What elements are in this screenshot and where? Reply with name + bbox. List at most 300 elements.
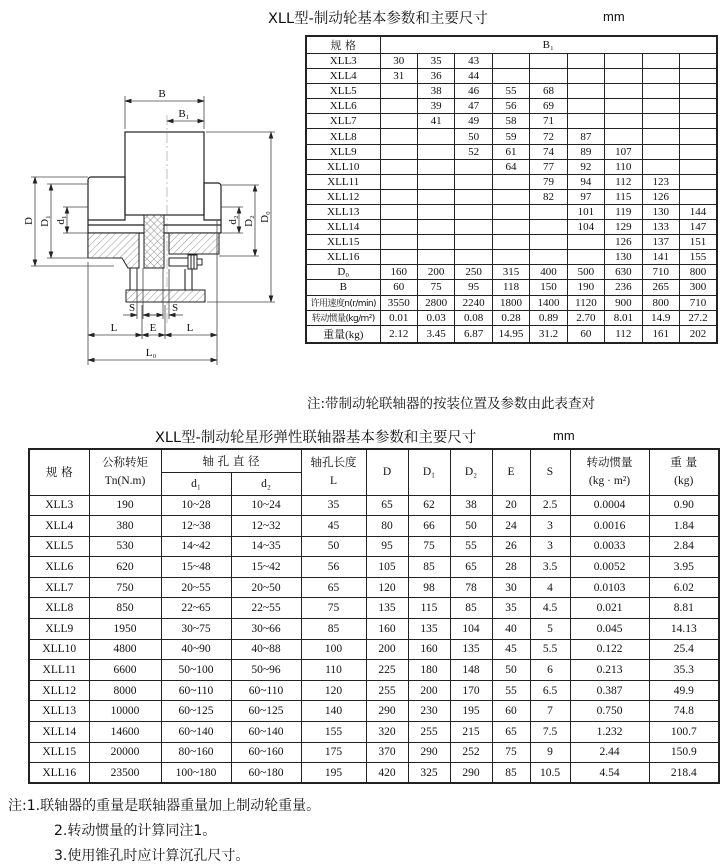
table-row xyxy=(29,701,719,722)
value-cell: 25.4 xyxy=(649,639,719,660)
value-cell: 20~50 xyxy=(231,577,301,598)
header-inertia xyxy=(570,449,649,495)
table-row xyxy=(306,295,717,310)
b1-value-cell: 130 xyxy=(605,250,642,265)
b1-value-cell xyxy=(530,220,567,235)
b1-value-cell: 38 xyxy=(417,84,454,99)
param-label-cell: B xyxy=(306,280,380,295)
table-row xyxy=(306,159,717,174)
b1-value-cell: 112 xyxy=(605,174,642,189)
table-row xyxy=(29,536,719,557)
table-row xyxy=(306,265,717,280)
param-value-cell: 2.70 xyxy=(567,310,604,325)
b1-value-cell xyxy=(380,174,417,189)
value-cell: 0.213 xyxy=(570,660,649,681)
header-d2: d₂ xyxy=(231,472,301,495)
param-value-cell: 1800 xyxy=(492,295,529,310)
table-row xyxy=(29,495,719,516)
b1-value-cell xyxy=(455,189,492,204)
value-cell: 120 xyxy=(301,680,366,701)
b1-value-cell xyxy=(642,114,679,129)
b1-value-cell: 41 xyxy=(417,114,454,129)
spec-cell: XLL14 xyxy=(29,722,89,743)
value-cell: 55 xyxy=(492,680,530,701)
value-cell: 255 xyxy=(408,722,450,743)
b1-value-cell xyxy=(680,159,718,174)
value-cell: 0.387 xyxy=(570,680,649,701)
b1-value-cell xyxy=(680,174,718,189)
spec-cell: XLL7 xyxy=(29,577,89,598)
b1-value-cell xyxy=(417,235,454,250)
b1-value-cell xyxy=(380,129,417,144)
header-torque-symbol: Tn(N.m) xyxy=(104,475,146,488)
value-cell: 148 xyxy=(450,660,492,681)
param-value-cell: 800 xyxy=(680,265,718,280)
b1-value-cell xyxy=(642,54,679,69)
b1-value-cell xyxy=(680,114,718,129)
b1-value-cell: 61 xyxy=(492,144,529,159)
table-row xyxy=(29,639,719,660)
spec-cell: XLL5 xyxy=(29,536,89,557)
b1-value-cell xyxy=(567,99,604,114)
b1-value-cell xyxy=(380,189,417,204)
value-cell: 0.0004 xyxy=(570,495,649,516)
table-row xyxy=(29,557,719,578)
value-cell: 0.0033 xyxy=(570,536,649,557)
b1-value-cell xyxy=(380,204,417,219)
b1-value-cell xyxy=(417,174,454,189)
b1-value-cell: 59 xyxy=(492,129,529,144)
header-inertia-zh: 转动惯量 xyxy=(586,455,633,470)
param-value-cell: 0.89 xyxy=(530,310,567,325)
spec-cell: XLL5 xyxy=(306,84,380,99)
b1-value-cell xyxy=(492,189,529,204)
value-cell: 750 xyxy=(89,577,161,598)
header-bore-length xyxy=(301,449,366,495)
param-value-cell: 6.87 xyxy=(455,325,492,343)
b1-value-cell xyxy=(642,159,679,174)
b1-value-cell xyxy=(455,250,492,265)
value-cell: 49.9 xyxy=(649,680,719,701)
b1-value-cell: 30 xyxy=(380,54,417,69)
value-cell: 175 xyxy=(301,742,366,763)
table-row xyxy=(29,722,719,743)
value-cell: 255 xyxy=(366,680,408,701)
table-row xyxy=(306,220,717,235)
value-cell: 0.122 xyxy=(570,639,649,660)
b1-value-cell: 47 xyxy=(455,99,492,114)
b1-value-cell xyxy=(530,235,567,250)
value-cell: 155 xyxy=(301,722,366,743)
value-cell: 2.5 xyxy=(530,495,570,516)
param-value-cell: 190 xyxy=(567,280,604,295)
spec-cell: XLL14 xyxy=(306,220,380,235)
param-value-cell: 0.28 xyxy=(492,310,529,325)
param-value-cell: 14.9 xyxy=(642,310,679,325)
value-cell: 60~110 xyxy=(161,680,231,701)
value-cell: 290 xyxy=(450,763,492,784)
spec-cell: XLL6 xyxy=(29,557,89,578)
value-cell: 7 xyxy=(530,701,570,722)
b1-value-cell xyxy=(380,220,417,235)
value-cell: 200 xyxy=(366,639,408,660)
b1-value-cell xyxy=(455,159,492,174)
header-D: D xyxy=(366,449,408,495)
value-cell: 4800 xyxy=(89,639,161,660)
value-cell: 30~66 xyxy=(231,619,301,640)
param-value-cell: 8.01 xyxy=(605,310,642,325)
b1-value-cell xyxy=(380,84,417,99)
header-bore-diameter: 轴 孔 直 径 xyxy=(161,449,301,472)
value-cell: 115 xyxy=(408,598,450,619)
value-cell: 56 xyxy=(301,557,366,578)
param-value-cell: 150 xyxy=(530,280,567,295)
header-weight-zh: 重 量 xyxy=(670,455,698,470)
value-cell: 10000 xyxy=(89,701,161,722)
header-D1: D₁ xyxy=(408,449,450,495)
value-cell: 15~42 xyxy=(231,557,301,578)
table-row xyxy=(29,660,719,681)
b1-value-cell: 107 xyxy=(605,144,642,159)
param-value-cell: 1120 xyxy=(567,295,604,310)
value-cell: 22~55 xyxy=(231,598,301,619)
spec-cell: XLL12 xyxy=(29,680,89,701)
param-value-cell: 710 xyxy=(642,265,679,280)
value-cell: 85 xyxy=(450,598,492,619)
header-inertia-unit: (kg · m²) xyxy=(588,475,631,488)
value-cell: 65 xyxy=(450,557,492,578)
b1-value-cell: 68 xyxy=(530,84,567,99)
value-cell: 95 xyxy=(366,536,408,557)
b1-value-cell: 50 xyxy=(455,129,492,144)
b1-value-cell xyxy=(680,84,718,99)
b1-value-cell: 89 xyxy=(567,144,604,159)
b1-value-cell: 49 xyxy=(455,114,492,129)
b1-value-cell xyxy=(567,84,604,99)
table-row xyxy=(29,619,719,640)
spec-cell: XLL10 xyxy=(306,159,380,174)
param-value-cell: 315 xyxy=(492,265,529,280)
value-cell: 85 xyxy=(408,557,450,578)
bolt xyxy=(169,255,202,269)
b1-value-cell xyxy=(417,220,454,235)
value-cell: 420 xyxy=(366,763,408,784)
value-cell: 62 xyxy=(408,495,450,516)
param-label-cell: 重量(kg) xyxy=(306,325,380,343)
coupling-table xyxy=(28,448,720,784)
b1-value-cell: 123 xyxy=(642,174,679,189)
dim-label-B1: B₁ xyxy=(178,108,190,120)
header-D2: D₂ xyxy=(450,449,492,495)
spec-cell: XLL8 xyxy=(306,129,380,144)
value-cell: 38 xyxy=(450,495,492,516)
header-bore-length-symbol: L xyxy=(329,475,338,488)
b1-value-cell: 110 xyxy=(605,159,642,174)
spec-cell: XLL9 xyxy=(29,619,89,640)
value-cell: 290 xyxy=(408,742,450,763)
value-cell: 12~38 xyxy=(161,516,231,537)
b1-value-cell: 43 xyxy=(455,54,492,69)
table-row xyxy=(306,144,717,159)
spec-cell: XLL9 xyxy=(306,144,380,159)
value-cell: 190 xyxy=(89,495,161,516)
value-cell: 20000 xyxy=(89,742,161,763)
value-cell: 6.5 xyxy=(530,680,570,701)
value-cell: 80~160 xyxy=(161,742,231,763)
b1-value-cell xyxy=(605,129,642,144)
table-row xyxy=(306,129,717,144)
value-cell: 55 xyxy=(450,536,492,557)
b1-value-cell xyxy=(567,69,604,84)
spec-cell: XLL11 xyxy=(29,660,89,681)
param-value-cell: 1400 xyxy=(530,295,567,310)
param-value-cell: 265 xyxy=(642,280,679,295)
b1-value-cell xyxy=(530,250,567,265)
value-cell: 65 xyxy=(301,577,366,598)
b1-value-cell xyxy=(492,220,529,235)
value-cell: 60~140 xyxy=(231,722,301,743)
spec-column-header: 规 格 xyxy=(306,36,380,54)
value-cell: 30~75 xyxy=(161,619,231,640)
param-value-cell: 0.08 xyxy=(455,310,492,325)
value-cell: 100 xyxy=(301,639,366,660)
value-cell: 110 xyxy=(301,660,366,681)
b1-value-cell: 79 xyxy=(530,174,567,189)
spec-cell: XLL16 xyxy=(306,250,380,265)
param-value-cell: 27.2 xyxy=(680,310,718,325)
value-cell: 60~160 xyxy=(231,742,301,763)
b1-value-cell xyxy=(567,54,604,69)
param-value-cell: 300 xyxy=(680,280,718,295)
value-cell: 8.81 xyxy=(649,598,719,619)
b1-value-cell: 82 xyxy=(530,189,567,204)
dim-label-D1: D₁ xyxy=(39,215,51,227)
table1-note: 注:带制动轮联轴器的按装位置及参数由此表查对 xyxy=(307,396,596,412)
value-cell: 10~28 xyxy=(161,495,231,516)
value-cell: 0.0103 xyxy=(570,577,649,598)
b1-value-cell xyxy=(605,69,642,84)
value-cell: 850 xyxy=(89,598,161,619)
dim-label-S-right: S xyxy=(171,302,179,314)
b1-value-cell xyxy=(680,144,718,159)
value-cell: 12~32 xyxy=(231,516,301,537)
b1-value-cell: 64 xyxy=(492,159,529,174)
value-cell: 60~180 xyxy=(231,763,301,784)
footnotes xyxy=(8,794,320,867)
value-cell: 200 xyxy=(408,680,450,701)
value-cell: 1950 xyxy=(89,619,161,640)
param-value-cell: 60 xyxy=(380,280,417,295)
dim-label-D: D xyxy=(23,217,35,225)
b1-value-cell: 69 xyxy=(530,99,567,114)
b1-value-cell xyxy=(417,250,454,265)
value-cell: 160 xyxy=(408,639,450,660)
header-weight-unit: (kg) xyxy=(674,475,694,488)
value-cell: 50 xyxy=(450,516,492,537)
b1-value-cell xyxy=(642,144,679,159)
b1-value-cell: 129 xyxy=(605,220,642,235)
value-cell: 3 xyxy=(530,536,570,557)
table-row xyxy=(29,516,719,537)
footnote-2: 2.转动惯量的计算同注1。 xyxy=(54,823,217,839)
b1-value-cell xyxy=(567,235,604,250)
b1-value-cell xyxy=(380,159,417,174)
b1-value-cell xyxy=(567,114,604,129)
table-row xyxy=(306,174,717,189)
b1-value-cell xyxy=(680,129,718,144)
b1-value-cell xyxy=(642,99,679,114)
value-cell: 620 xyxy=(89,557,161,578)
header-torque xyxy=(89,449,161,495)
table-row xyxy=(306,54,717,69)
value-cell: 3.5 xyxy=(530,557,570,578)
header-bore-length-zh: 轴孔长度 xyxy=(310,455,357,470)
value-cell: 135 xyxy=(366,598,408,619)
value-cell: 0.90 xyxy=(649,495,719,516)
spec-cell: XLL16 xyxy=(29,763,89,784)
b1-column-header: B₁ xyxy=(380,36,717,54)
b1-value-cell: 155 xyxy=(680,250,718,265)
b1-value-cell xyxy=(417,189,454,204)
value-cell: 14~42 xyxy=(161,536,231,557)
b1-value-cell: 97 xyxy=(567,189,604,204)
b1-value-cell xyxy=(605,84,642,99)
param-label-cell: 许用速度n(r/min) xyxy=(306,295,380,310)
param-value-cell: 2240 xyxy=(455,295,492,310)
value-cell: 35.3 xyxy=(649,660,719,681)
spec-cell: XLL6 xyxy=(306,99,380,114)
param-value-cell: 400 xyxy=(530,265,567,280)
value-cell: 380 xyxy=(89,516,161,537)
value-cell: 8000 xyxy=(89,680,161,701)
param-value-cell: 800 xyxy=(642,295,679,310)
value-cell: 50~96 xyxy=(231,660,301,681)
value-cell: 45 xyxy=(492,639,530,660)
b1-value-cell xyxy=(680,54,718,69)
param-value-cell: 0.01 xyxy=(380,310,417,325)
table-row xyxy=(29,577,719,598)
header-d1: d₁ xyxy=(161,472,231,495)
value-cell: 252 xyxy=(450,742,492,763)
value-cell: 6 xyxy=(530,660,570,681)
b1-value-cell: 46 xyxy=(455,84,492,99)
b1-value-cell: 87 xyxy=(567,129,604,144)
spec-cell: XLL12 xyxy=(306,189,380,204)
dim-label-B: B xyxy=(158,88,166,100)
value-cell: 10.5 xyxy=(530,763,570,784)
dim-label-D0: D₀ xyxy=(259,211,271,223)
spec-cell: XLL11 xyxy=(306,174,380,189)
value-cell: 160 xyxy=(366,619,408,640)
value-cell: 28 xyxy=(492,557,530,578)
value-cell: 140 xyxy=(301,701,366,722)
b1-value-cell xyxy=(492,250,529,265)
b1-value-cell: 137 xyxy=(642,235,679,250)
value-cell: 30 xyxy=(492,577,530,598)
b1-value-cell xyxy=(455,204,492,219)
dim-label-d2: d₂ xyxy=(227,215,239,225)
param-value-cell: 3.45 xyxy=(417,325,454,343)
footnote-3: 3.使用锥孔时应计算沉孔尺寸。 xyxy=(54,848,250,864)
b1-value-cell: 72 xyxy=(530,129,567,144)
value-cell: 150.9 xyxy=(649,742,719,763)
value-cell: 35 xyxy=(301,495,366,516)
value-cell: 80 xyxy=(366,516,408,537)
value-cell: 78 xyxy=(450,577,492,598)
table-row xyxy=(306,69,717,84)
value-cell: 0.750 xyxy=(570,701,649,722)
value-cell: 195 xyxy=(301,763,366,784)
value-cell: 75 xyxy=(301,598,366,619)
b1-value-cell xyxy=(680,189,718,204)
value-cell: 3.95 xyxy=(649,557,719,578)
b1-value-cell: 74 xyxy=(530,144,567,159)
b1-value-cell: 151 xyxy=(680,235,718,250)
b1-value-cell: 133 xyxy=(642,220,679,235)
value-cell: 2.84 xyxy=(649,536,719,557)
table-row xyxy=(306,250,717,265)
spec-cell: XLL15 xyxy=(306,235,380,250)
value-cell: 3 xyxy=(530,516,570,537)
param-label-cell: 转动惯量(kg/m²) xyxy=(306,310,380,325)
b1-value-cell xyxy=(642,69,679,84)
dim-label-L0: L₀ xyxy=(145,347,157,359)
value-cell: 20~55 xyxy=(161,577,231,598)
b1-value-cell xyxy=(455,235,492,250)
param-value-cell: 112 xyxy=(605,325,642,343)
value-cell: 75 xyxy=(408,536,450,557)
value-cell: 60~125 xyxy=(161,701,231,722)
param-value-cell: 236 xyxy=(605,280,642,295)
value-cell: 40 xyxy=(492,619,530,640)
spec-cell: XLL13 xyxy=(29,701,89,722)
value-cell: 14~35 xyxy=(231,536,301,557)
value-cell: 23500 xyxy=(89,763,161,784)
table-row xyxy=(306,84,717,99)
value-cell: 75 xyxy=(492,742,530,763)
table-row xyxy=(306,280,717,295)
b1-value-cell: 126 xyxy=(642,189,679,204)
value-cell: 85 xyxy=(492,763,530,784)
value-cell: 6.02 xyxy=(649,577,719,598)
param-value-cell: 95 xyxy=(455,280,492,295)
b1-value-cell xyxy=(605,99,642,114)
value-cell: 100~180 xyxy=(161,763,231,784)
value-cell: 104 xyxy=(450,619,492,640)
value-cell: 195 xyxy=(450,701,492,722)
value-cell: 14.13 xyxy=(649,619,719,640)
b1-value-cell: 126 xyxy=(605,235,642,250)
spec-cell: XLL4 xyxy=(306,69,380,84)
value-cell: 26 xyxy=(492,536,530,557)
param-value-cell: 161 xyxy=(642,325,679,343)
value-cell: 66 xyxy=(408,516,450,537)
value-cell: 4.54 xyxy=(570,763,649,784)
value-cell: 35 xyxy=(492,598,530,619)
dim-label-L-left: L xyxy=(110,322,118,334)
b1-value-cell xyxy=(417,144,454,159)
value-cell: 15~48 xyxy=(161,557,231,578)
value-cell: 5.5 xyxy=(530,639,570,660)
header-S: S xyxy=(530,449,570,495)
value-cell: 6600 xyxy=(89,660,161,681)
b1-value-cell: 101 xyxy=(567,204,604,219)
b1-value-cell: 104 xyxy=(567,220,604,235)
table-row xyxy=(306,235,717,250)
value-cell: 135 xyxy=(408,619,450,640)
coupling-table-body xyxy=(29,495,719,783)
value-cell: 0.0016 xyxy=(570,516,649,537)
